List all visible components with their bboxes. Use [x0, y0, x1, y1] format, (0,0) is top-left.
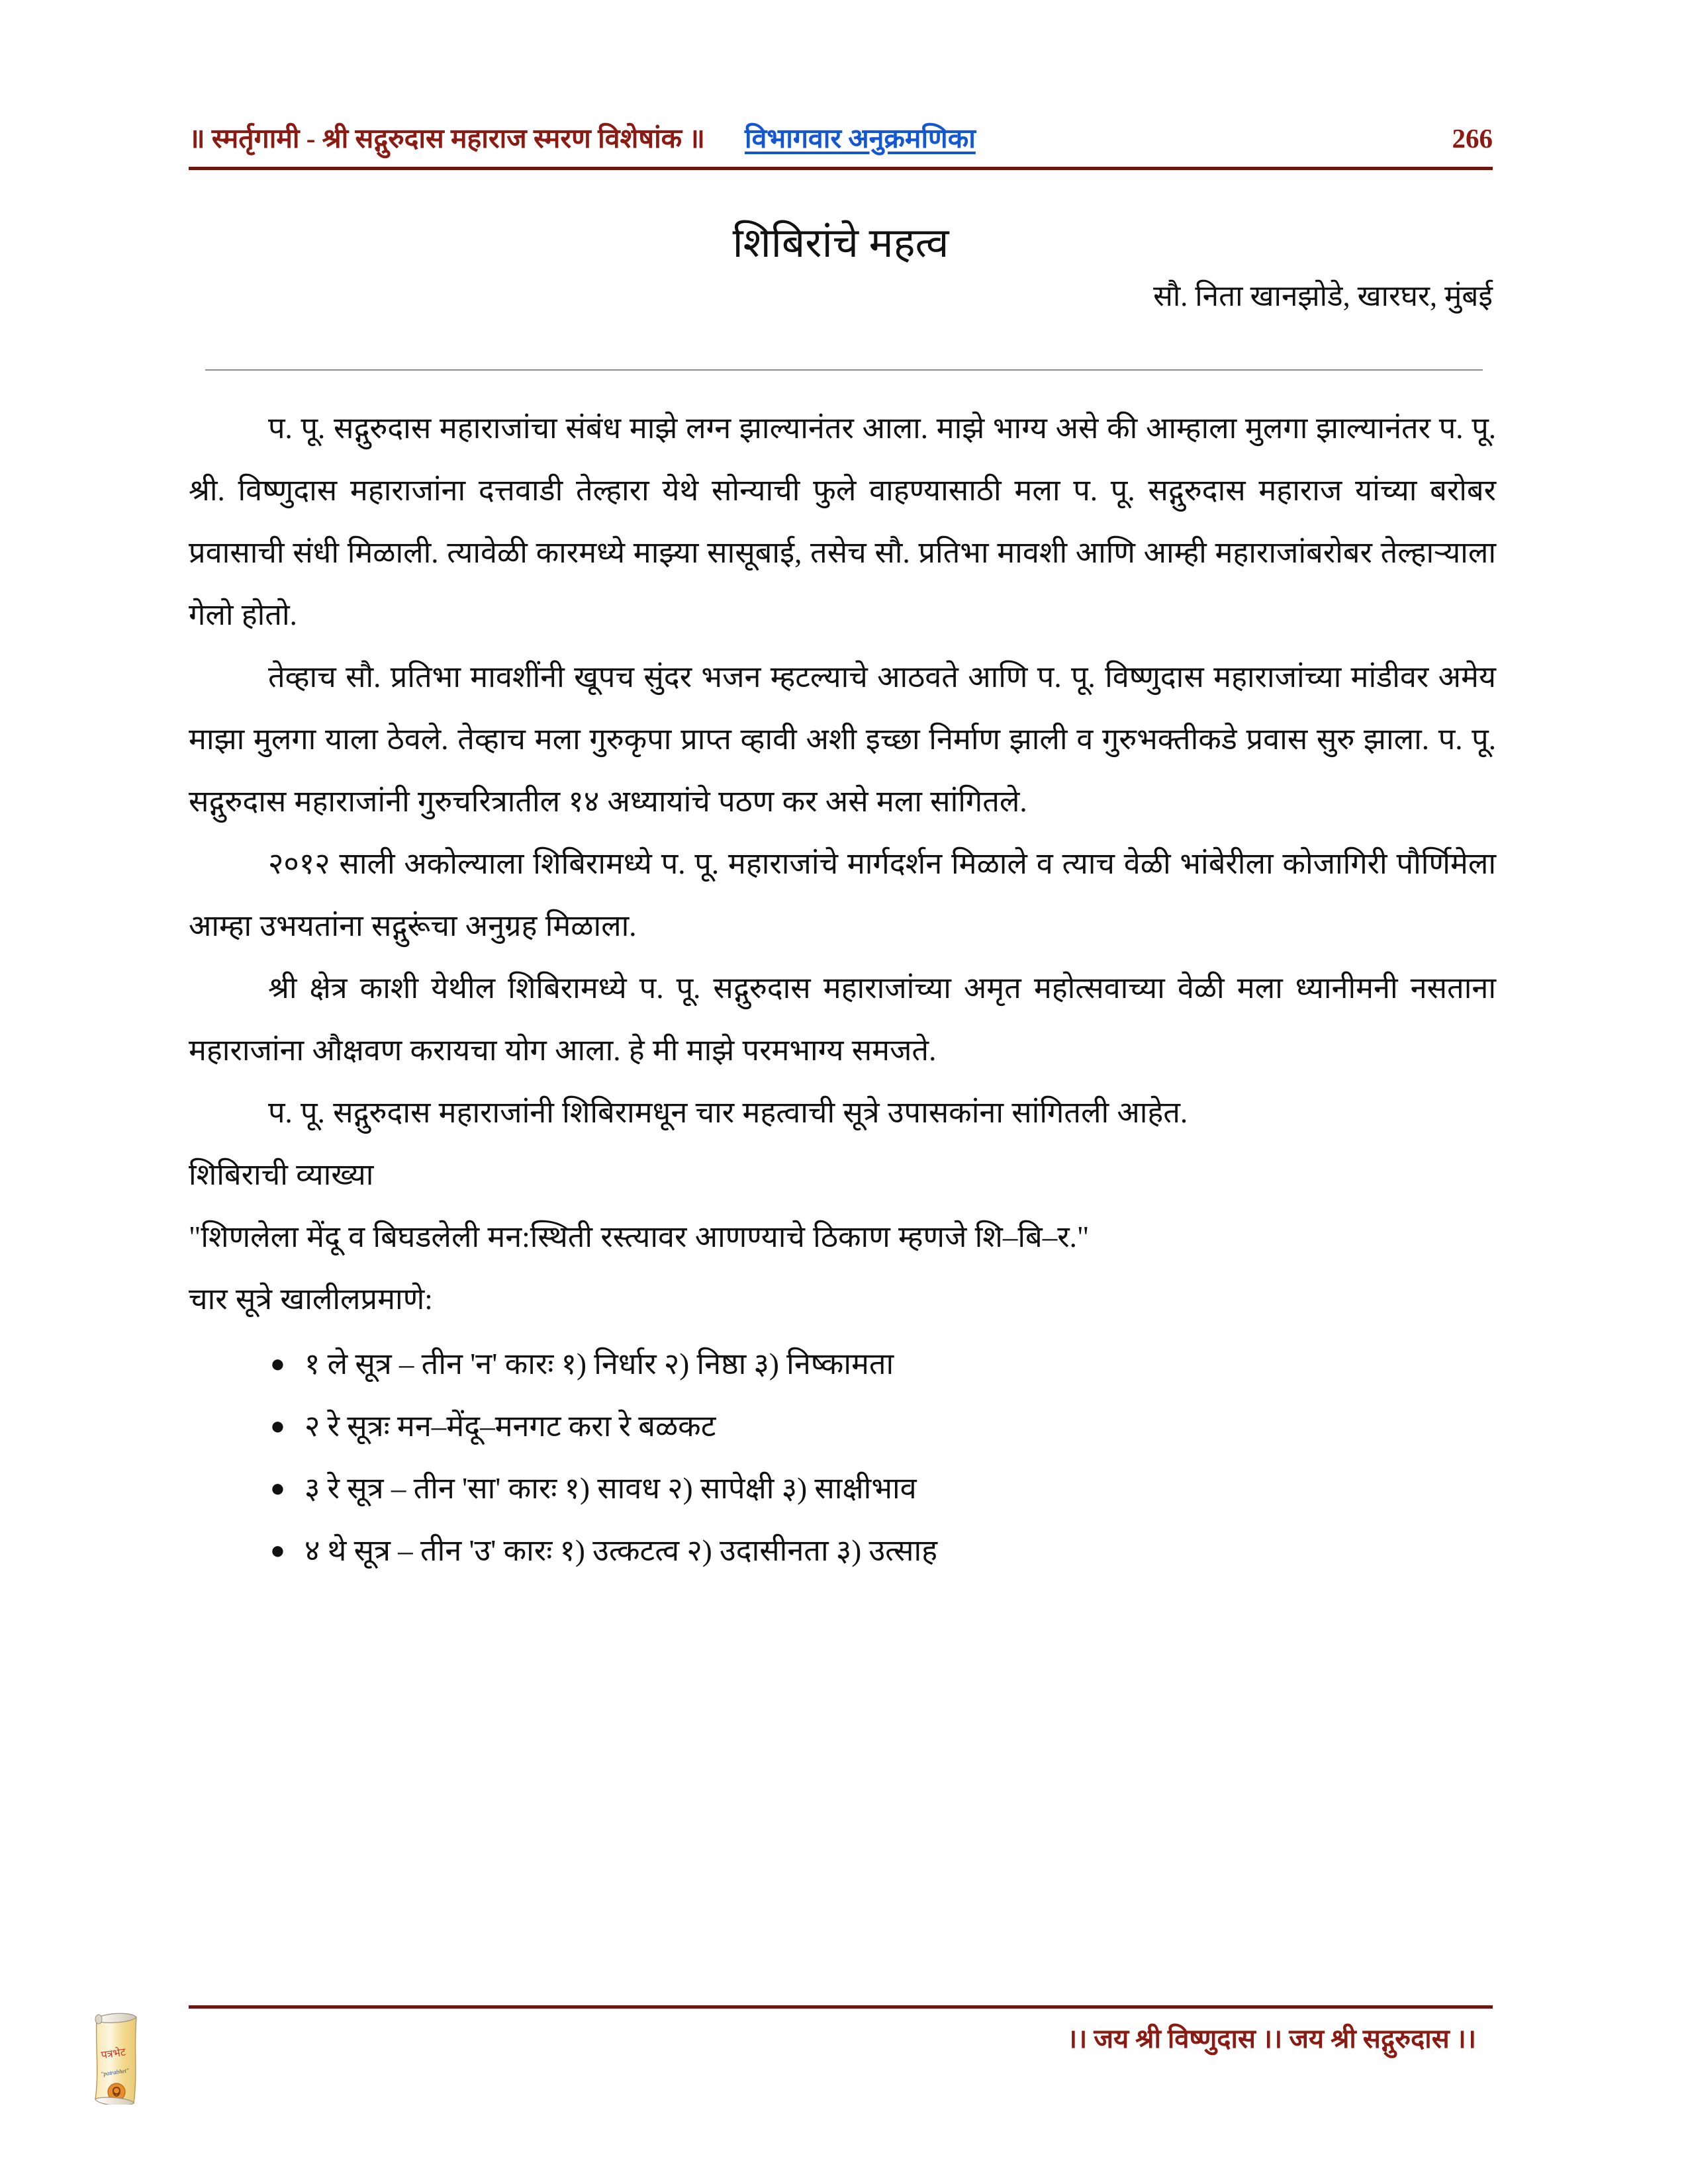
list-item-label: ४ थे सूत्र – तीन 'उ' कारः १) उत्कटत्व २) उदासीनता ३) उत्साह — [305, 1534, 937, 1567]
list-item-label: २ रे सूत्रः मन–मेंदू–मनगट करा रे बळकट — [305, 1410, 716, 1443]
magazine-title: ॥ स्मर्तृगामी - श्री सद्गुरुदास महाराज स्मरण विशेषांक ॥ — [189, 123, 705, 154]
page-number: 266 — [1452, 123, 1493, 154]
paragraph: प. पू. सद्गुरुदास महाराजांचा संबंध माझे लग्न झाल्यानंतर आला. माझे भाग्य असे की आम्हाला मुलगा झाल्यानंतर प. पू. श्री. विष्णुदास महाराजांना दत्तवाडी तेल्हारा येथे सोन्याची फुले वाहण्यासाठी मला प. पू. सद्गुरुदास महाराज यांच्या बरोबर प्रवासाची संधी मिळाली. त्यावेळी कारमध्ये माझ्या सासूबाई, तसेच सौ. प्रतिभा मावशी आणि आम्ही महाराजांबरोबर तेल्हाऱ्याला गेलो होतो. — [189, 412, 1496, 631]
bullet-icon: ● — [270, 1350, 285, 1378]
definition-quote: "शिणलेला मेंदू व बिघडलेली मन:स्थिती रस्त्यावर आणण्याचे ठिकाण म्हणजे शि–बि–र." — [189, 1220, 1090, 1253]
bullet-icon: ● — [270, 1537, 285, 1565]
paragraph: श्री क्षेत्र काशी येथील शिबिरामध्ये प. पू. सद्गुरुदास महाराजांच्या अमृत महोत्सवाच्या वेळी मला ध्यानीमनी नसताना महाराजांना औक्षवण करायचा योग आला. हे मी माझे परमभाग्य समजते. — [189, 972, 1496, 1067]
list-item — [270, 1333, 1496, 1395]
paragraph: प. पू. सद्गुरुदास महाराजांनी शिबिरामधून चार महत्वाची सूत्रे उपासकांना सांगितली आहेत. — [268, 1096, 1188, 1129]
paragraph: २०१२ साली अकोल्याला शिबिरामध्ये प. पू. महाराजांचे मार्गदर्शन मिळाले व त्याच वेळी भांबेरीला कोजागिरी पौर्णिमेला आम्हा उभयतांना सद्गुरूंचा अनुग्रह मिळाला. — [189, 847, 1496, 942]
list-item-label: ३ रे सूत्र – तीन 'सा' कारः १) सावध २) सापेक्षी ३) साक्षीभाव — [305, 1472, 917, 1505]
list-intro: चार सूत्रे खालीलप्रमाणे: — [189, 1283, 433, 1316]
list-item — [270, 1520, 1496, 1582]
definition-heading: शिबिराची व्याख्या — [189, 1158, 374, 1191]
footer-blessing: ।। जय श्री विष्णुदास ।। जय श्री सद्गुरुदास ।। — [1066, 2024, 1476, 2054]
svg-text:पत्रभेट: पत्रभेट — [100, 2046, 126, 2062]
sutra-list — [189, 1333, 1496, 1582]
paragraph: तेव्हाच सौ. प्रतिभा मावशींनी खूपच सुंदर भजन म्हटल्याचे आठवते आणि प. पू. विष्णुदास महाराजांच्या मांडीवर अमेय माझा मुलगा याला ठेवले. तेव्हाच मला गुरुकृपा प्राप्त व्हावी अशी इच्छा निर्माण झाली व गुरुभक्तीकडे प्रवास सुरु झाला. प. पू. सद्गुरुदास महाराजांनी गुरुचरित्रातील १४ अध्यायांचे पठण कर असे मला सांगितले. — [189, 660, 1496, 818]
list-item — [270, 1457, 1496, 1520]
page-header — [189, 93, 1493, 152]
bullet-icon: ● — [270, 1475, 285, 1502]
bullet-icon: ● — [270, 1412, 285, 1440]
article-title: शिबिरांचे महत्व — [732, 220, 949, 266]
svg-text:"patrabhet": "patrabhet" — [100, 2067, 130, 2077]
patrabhet-scroll-logo — [85, 2005, 164, 2105]
index-link[interactable]: विभागवार अनुक्रमणिका — [744, 123, 976, 154]
article-byline: सौ. निता खानझोडे, खारघर, मुंबई — [1153, 280, 1493, 312]
title-divider — [205, 369, 1483, 371]
list-item-label: १ ले सूत्र – तीन 'न' कारः १) निर्धार २) निष्ठा ३) निष्कामता — [305, 1347, 894, 1381]
header-divider — [189, 167, 1493, 170]
footer-divider — [189, 2005, 1493, 2009]
list-item — [270, 1395, 1496, 1457]
article-body — [189, 397, 1496, 1582]
